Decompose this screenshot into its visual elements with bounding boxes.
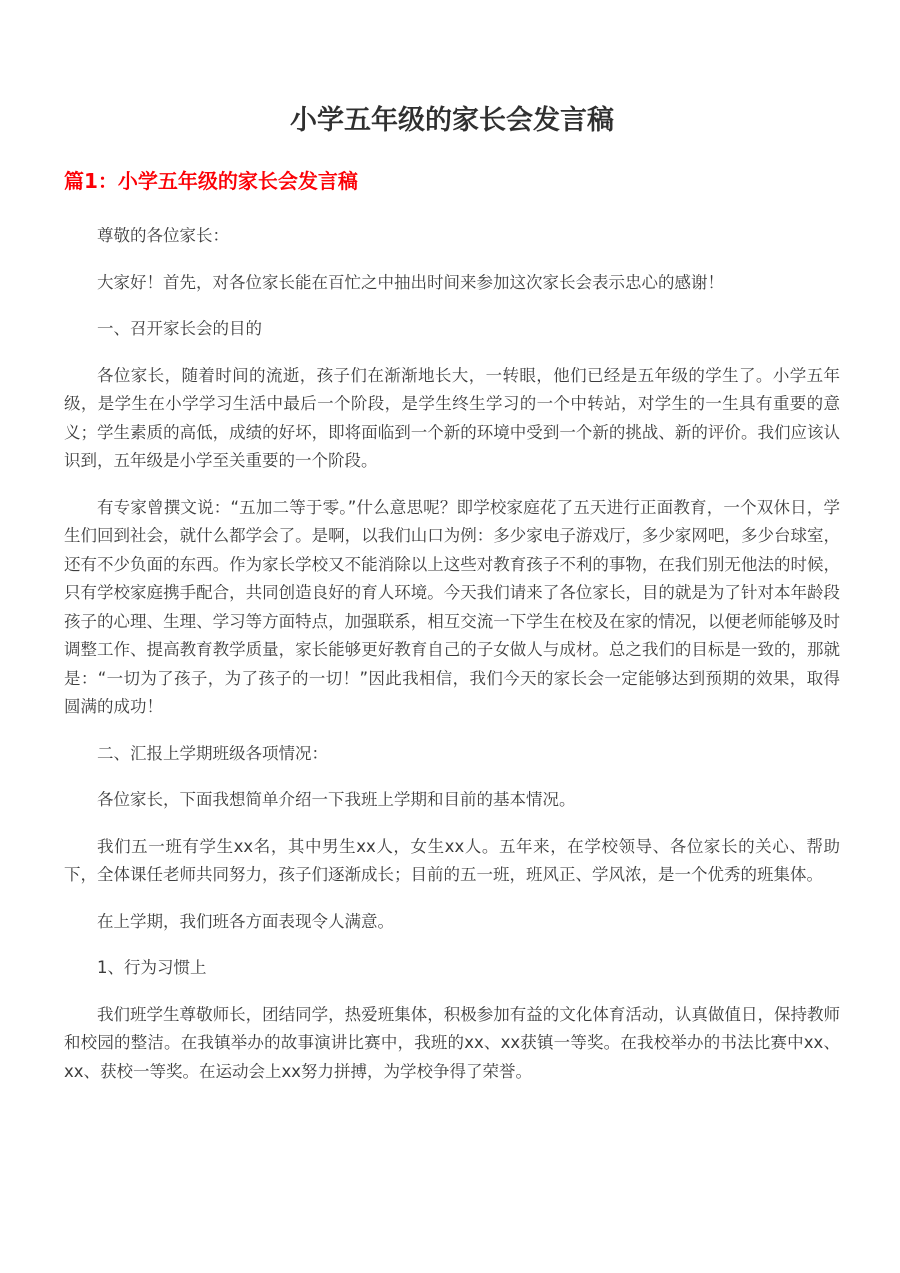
paragraph-behavior-body: 我们班学生尊敬师长，团结同学，热爱班集体，积极参加有益的文化体育活动，认真做值日，保持教师和校园的整洁。在我镇举办的故事演讲比赛中，我班的xx、xx获镇一等奖。在我校举办的书法比赛中xx、xx、获校一等奖。在运动会上xx努力拼搏，为学校争得了荣誉。 — [64, 1004, 840, 1081]
paragraph-report-intro: 各位家长，下面我想简单介绍一下我班上学期和目前的基本情况。 — [97, 790, 576, 809]
paragraph-salutation: 尊敬的各位家长： — [97, 226, 229, 245]
paragraph-last-term: 在上学期，我们班各方面表现令人满意。 — [97, 911, 394, 931]
paragraph-heading-behavior: 1、行为习惯上 — [97, 958, 207, 977]
paragraph-purpose-body: 各位家长，随着时间的流逝，孩子们在渐渐地长大，一转眼，他们已经是五年级的学生了。小学五年级，是学生在小学学习生活中最后一个阶段，是学生终生学习的一个中转站，对学生的一生具有重要的意义；学生素质的高低，成绩的好坏，即将面临到一个新的环境中受到一个新的挑战、新的评价。我们应该认识到，五年级是小学至关重要的一个阶段。 — [64, 365, 840, 470]
paragraph-greeting: 大家好！首先，对各位家长能在百忙之中抽出时间来参加这次家长会表示忠心的感谢！ — [97, 272, 724, 292]
paragraph-class-overview: 我们五一班有学生xx名，其中男生xx人，女生xx人。五年来，在学校领导、各位家长的关心、帮助下，全体课任老师共同努力，孩子们逐渐成长；目前的五一班，班风正、学风浓，是一个优秀的班集体。 — [64, 836, 840, 884]
paragraph-heading-report: 二、汇报上学期班级各项情况： — [97, 743, 328, 763]
document-title: 小学五年级的家长会发言稿 — [290, 105, 614, 136]
paragraph-expert-quote: 有专家曾撰文说：“五加二等于零。”什么意思呢？即学校家庭花了五天进行正面教育，一个双休日，学生们回到社会，就什么都学会了。是啊，以我们山口为例：多少家电子游戏厅，多少家网吧，多少台球室，还有不少负面的东西。作为家长学校又不能消除以上这些对教育孩子不利的事物，在我们别无他法的时候，只有学校家庭携手配合，共同创造良好的育人环境。今天我们请来了各位家长，目的就是为了针对本年龄段孩子的心理、生理、学习等方面特点，加强联系，相互交流一下学生在校及在家的情况，以便老师能够及时调整工作、提高教育教学质量，家长能够更好教育自己的子女做人与成材。总之我们的目标是一致的，那就是：“一切为了孩子，为了孩子的一切！”因此我相信，我们今天的家长会一定能够达到预期的效果，取得圆满的成功！ — [64, 497, 840, 716]
section-heading: 篇1：小学五年级的家长会发言稿 — [64, 169, 358, 193]
paragraph-heading-purpose: 一、召开家长会的目的 — [97, 319, 262, 338]
